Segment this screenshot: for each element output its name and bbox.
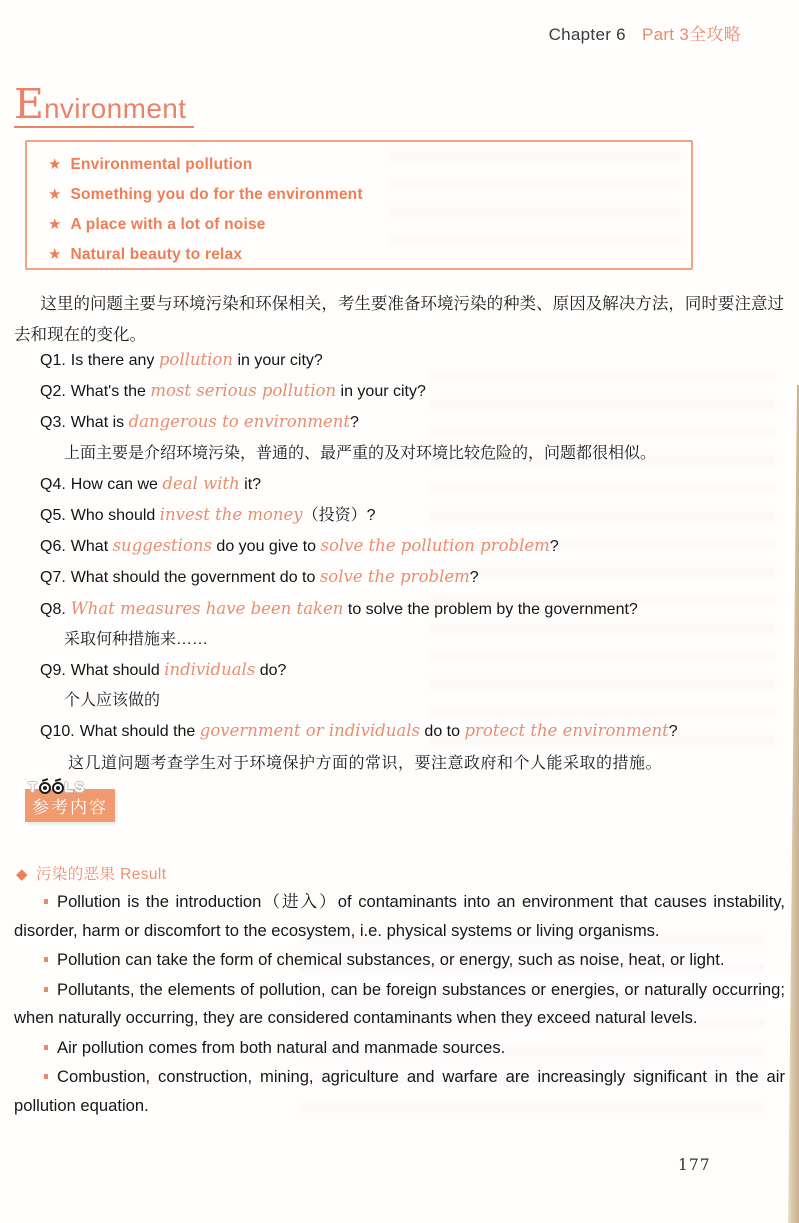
star-icon: ★ [48, 246, 62, 263]
question-text: to solve the problem by the government? [343, 600, 638, 618]
topic-box [25, 140, 693, 270]
tools-letter: L [64, 779, 75, 796]
question-line [40, 594, 782, 625]
question-text: （投资）? [302, 507, 376, 525]
square-bullet-icon [44, 957, 48, 962]
star-icon: ★ [48, 186, 62, 203]
page-number: 177 [678, 1156, 711, 1174]
tools-letter: S [74, 779, 86, 796]
owl-eye-icon [39, 782, 51, 794]
reference-text: Combustion, construction, mining, agriculture and warfare are increasingly significant in the air pollution equation. [14, 1067, 785, 1115]
question-label: Q2. [40, 383, 66, 401]
page-edge [788, 385, 799, 1223]
diamond-icon: ◆ [16, 866, 28, 883]
question-keyword: suggestions [112, 536, 212, 556]
question-text: in your city? [336, 383, 426, 401]
question-keyword: deal with [162, 473, 240, 493]
square-bullet-icon [44, 899, 48, 904]
question-text: What's the [70, 383, 151, 401]
question-label: Q1. [40, 352, 66, 369]
question-line [40, 716, 782, 747]
page-title [14, 80, 194, 128]
question-keyword: individuals [164, 660, 256, 680]
tools-word [28, 779, 115, 796]
question-text: Is there any [70, 352, 159, 369]
question-label: Q5. [40, 507, 66, 525]
question-line [40, 345, 782, 376]
question-line [40, 376, 782, 407]
question-note: 上面主要是介绍环境污染，普通的、最严重的及对环境比较危险的，问题都很相似。 [64, 444, 657, 462]
question-text: How can we [70, 475, 163, 493]
tools-badge [25, 779, 115, 822]
question-keyword: most serious pollution [150, 381, 337, 401]
reference-paragraph [14, 946, 785, 975]
question-text: it? [239, 475, 262, 493]
question-text: Who should [70, 507, 160, 525]
question-line [40, 500, 782, 531]
question-label: Q4. [40, 475, 66, 493]
reference-paragraph [14, 976, 785, 1033]
question-keyword: government or individuals [199, 721, 420, 741]
question-label: Q10. [40, 723, 75, 741]
reference-text: Pollutants, the elements of pollution, can be foreign substances or energies, or naturally occurring; when naturally occurring, they are considered contaminants when they exceed natural levels. [14, 979, 785, 1027]
section-title: 污染的恶果 Result [35, 866, 167, 883]
question-text: do? [255, 662, 287, 680]
owl-eye-icon [52, 782, 64, 794]
star-icon: ★ [48, 216, 62, 233]
question-text: ? [469, 569, 479, 587]
intro-paragraph: 这里的问题主要与环境污染和环保相关，考生要准备环境污染的种类、原因及解决方法，同时要注意过去和现在的变化。 [14, 295, 784, 344]
section-heading [16, 862, 166, 884]
question-text: What should [70, 662, 165, 680]
question-keyword: solve the pollution problem [320, 536, 550, 556]
question-text: ? [549, 538, 559, 556]
reference-paragraph [14, 1063, 785, 1120]
question-keyword: pollution [158, 350, 233, 369]
question-keyword: What measures have been taken [70, 598, 344, 618]
question-line [40, 531, 782, 562]
topic-item [48, 180, 691, 210]
square-bullet-icon [44, 1045, 48, 1050]
question-text: What should the [79, 723, 200, 741]
square-bullet-icon [44, 1074, 48, 1079]
question-text: in your city? [233, 352, 323, 369]
page-header [549, 20, 741, 45]
reference-paragraphs [14, 888, 785, 1121]
question-label: Q6. [40, 538, 66, 556]
question-list [40, 345, 782, 778]
topic-label: A place with a lot of noise [70, 216, 266, 233]
square-bullet-icon [44, 987, 48, 992]
reference-paragraph [14, 1034, 785, 1063]
question-text: ? [350, 414, 359, 432]
question-text: do to [419, 723, 465, 741]
title-rest: nvironment [43, 93, 187, 124]
part-label: Part 3全攻略 [641, 25, 741, 44]
question-label: Q9. [40, 662, 66, 680]
topic-label: Natural beauty to relax [70, 246, 243, 263]
topic-label: Environmental pollution [70, 156, 253, 173]
title-initial: E [14, 80, 44, 128]
chapter-label: Chapter 6 [548, 25, 626, 44]
question-keyword: invest the money [159, 505, 303, 525]
question-keyword: dangerous to environment [128, 412, 351, 432]
topic-item [48, 150, 691, 180]
question-note: 这几道问题考查学生对于环境保护方面的常识，要注意政府和个人能采取的措施。 [68, 752, 663, 772]
question-text: What is [70, 414, 129, 432]
reference-text: Pollution is the introduction（进入）of contaminants into an environment that causes instability, disorder, harm or discomfort to the ecosystem, i.e. physical systems or living organisms. [14, 892, 785, 940]
question-line [40, 407, 782, 438]
question-keyword: solve the problem [319, 567, 470, 587]
question-note: 采取何种措施来…… [64, 630, 209, 648]
question-text: ? [668, 723, 678, 741]
topic-label: Something you do for the environment [70, 186, 363, 203]
question-keyword: protect the environment [464, 721, 669, 741]
topic-item [48, 210, 691, 240]
star-icon: ★ [48, 156, 62, 173]
question-label: Q8. [40, 600, 66, 618]
reference-text: Air pollution comes from both natural and manmade sources. [57, 1037, 506, 1057]
reference-content-label: 参考内容 [25, 789, 115, 822]
reference-paragraph [14, 888, 785, 945]
question-line [40, 469, 782, 500]
question-label: Q3. [40, 414, 66, 432]
question-text: do you give to [211, 538, 321, 556]
question-text: What [70, 538, 113, 556]
question-text: What should the government do to [70, 569, 320, 587]
topic-item [48, 240, 691, 270]
question-line [40, 655, 782, 686]
reference-text: Pollution can take the form of chemical substances, or energy, such as noise, heat, or light. [57, 950, 725, 969]
question-line [40, 562, 782, 593]
question-label: Q7. [40, 569, 66, 587]
question-note: 个人应该做的 [64, 692, 161, 710]
tools-letter: T [28, 779, 39, 796]
